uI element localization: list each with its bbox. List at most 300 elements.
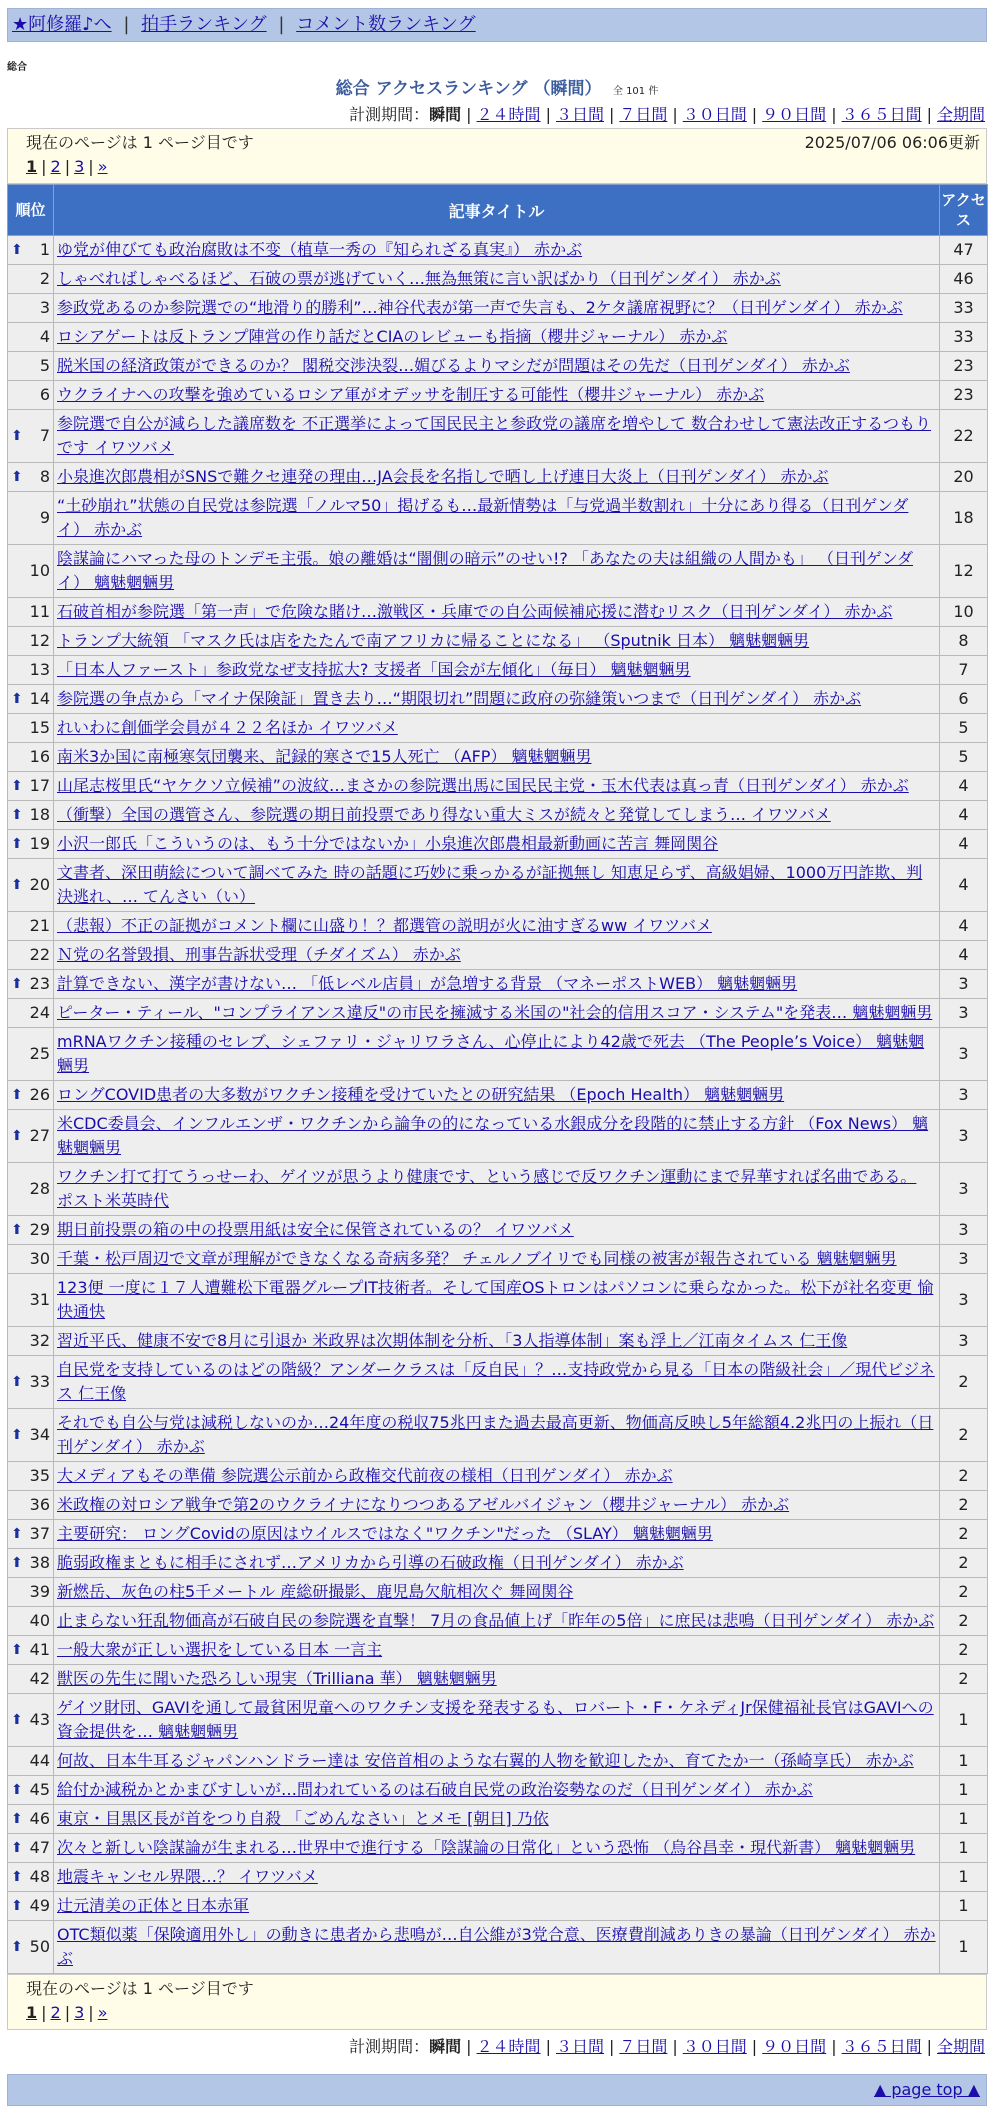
table-row [8,1747,988,1776]
title-cell [54,1356,940,1409]
access-count: 4 [940,912,988,941]
access-header: アクセス [940,185,988,236]
ranking-table [7,184,988,1974]
table-row [8,627,988,656]
article-link[interactable]: Ｎ党の名誉毀損、刑事告訴状受理（チダイズム） 赤かぶ [57,945,461,964]
rank-cell [8,1636,54,1665]
rank-cell [8,352,54,381]
title-cell [54,1245,940,1274]
title-cell [54,830,940,859]
title-cell [54,685,940,714]
article-link[interactable]: 習近平氏、健康不安で8月に引退か 米政界は次期体制を分析、「3人指導体制」案も浮上／江南タイムス 仁王像 [57,1331,848,1350]
access-count: 3 [940,1081,988,1110]
article-link[interactable]: ウクライナへの攻撃を強めているロシア軍がオデッサを制圧する可能性（櫻井ジャーナル） 赤かぶ [57,385,765,404]
rank-number: 11 [29,602,50,621]
access-count: 1 [940,1694,988,1747]
rank-cell [8,410,54,463]
rank-number: 47 [29,1838,50,1857]
rank-cell [8,1409,54,1462]
rank-number: 48 [29,1867,50,1886]
up-arrow-icon: ⬆ [11,1939,23,1955]
table-row [8,1636,988,1665]
page-link[interactable]: 2 [50,157,61,176]
comment-ranking-link[interactable]: コメント数ランキング [296,14,476,35]
title-cell [54,1520,940,1549]
title-cell [54,1636,940,1665]
period-separator: | [751,105,758,124]
access-count: 3 [940,1028,988,1081]
page-current: 1 [26,2003,38,2022]
rank-number: 9 [39,508,50,527]
page-separator: | [88,2003,94,2022]
home-link[interactable]: ★阿修羅♪へ [12,14,112,35]
period-current: 瞬間 [429,105,462,124]
page-links [26,155,980,179]
rank-cell [8,265,54,294]
access-count: 33 [940,323,988,352]
title-cell [54,1747,940,1776]
up-arrow-icon: ⬆ [11,1712,23,1728]
article-link[interactable]: れいわに創価学会員が４２２名ほか イワツバメ [57,718,398,737]
access-count: 2 [940,1607,988,1636]
article-link[interactable]: 大メディアもその準備 参院選公示前から政権交代前夜の様相（日刊ゲンダイ） 赤かぶ [57,1466,673,1485]
page-link[interactable]: » [97,2003,108,2022]
table-row [8,352,988,381]
rank-cell [8,1805,54,1834]
rank-number: 26 [29,1085,50,1104]
article-link[interactable]: OTC類似薬「保険適用外し」の動きに患者から悲鳴が…自公維が3党合意、医療費削減ありきの暴論（日刊ゲンダイ） 赤かぶ [57,1925,936,1968]
clap-ranking-link[interactable]: 拍手ランキング [141,14,267,35]
access-count: 23 [940,381,988,410]
title-cell [54,323,940,352]
access-count: 18 [940,492,988,545]
title-cell [54,1274,940,1327]
rank-number: 8 [39,467,50,486]
table-row [8,1216,988,1245]
period-label: 計測期間： [349,105,430,124]
table-row [8,1776,988,1805]
title-cell [54,1665,940,1694]
rank-cell [8,627,54,656]
title-cell [54,1028,940,1081]
table-row [8,1356,988,1409]
article-link[interactable]: 脆弱政権まともに相手にされず…アメリカから引導の石破政権（日刊ゲンダイ） 赤かぶ [57,1553,684,1572]
access-count: 4 [940,859,988,912]
up-arrow-icon: ⬆ [11,1087,23,1103]
article-link[interactable]: 東京・目黒区長が首をつり自殺 「ごめんなさい」とメモ [朝日] 乃依 [57,1809,549,1828]
period-link[interactable]: ３０日間 [682,2037,747,2056]
access-count: 3 [940,970,988,999]
period-link[interactable]: ３６５日間 [841,105,922,124]
title-cell [54,1694,940,1747]
up-arrow-icon: ⬆ [11,1869,23,1885]
rank-number: 43 [29,1710,50,1729]
title-cell [54,1163,940,1216]
rank-cell [8,1356,54,1409]
table-row [8,859,988,912]
title-cell [54,598,940,627]
page-link[interactable]: 3 [74,2003,85,2022]
rank-cell [8,1834,54,1863]
title-cell [54,801,940,830]
page-current: 1 [26,157,38,176]
table-row [8,941,988,970]
up-arrow-icon: ⬆ [11,1526,23,1542]
page-links [26,2001,980,2025]
table-row [8,236,988,265]
rank-header: 順位 [8,185,54,236]
title-cell [54,1110,940,1163]
article-link[interactable]: 地震キャンセル界隈…？ イワツバメ [57,1867,318,1886]
title-cell [54,1462,940,1491]
period-separator: | [545,2037,551,2056]
title-cell [54,1863,940,1892]
rank-cell [8,463,54,492]
access-count: 6 [940,685,988,714]
period-link[interactable]: ７日間 [619,2037,668,2056]
access-count: 8 [940,627,988,656]
period-separator: | [751,2037,758,2056]
rank-number: 6 [39,385,50,404]
rank-cell [8,1520,54,1549]
period-link[interactable]: ９０日間 [762,105,827,124]
page-top-link[interactable]: ▲ page top ▲ [873,2080,980,2099]
rank-cell [8,1462,54,1491]
period-separator: | [466,2037,472,2056]
rank-cell [8,1747,54,1776]
article-link[interactable]: 米CDC委員会、インフルエンザ・ワクチンから論争の的になっている水銀成分を段階的に禁止する方針 （Fox News） 魑魅魍魎男 [57,1114,929,1157]
up-arrow-icon: ⬆ [11,807,23,823]
rank-cell [8,1549,54,1578]
up-arrow-icon: ⬆ [11,836,23,852]
article-link[interactable]: トランプ大統領 「マスク氏は店をたたんで南アフリカに帰ることになる」 （Sputnik 日本） 魑魅魍魎男 [57,631,810,650]
page-link[interactable]: 3 [74,157,85,176]
period-separator: | [608,105,615,124]
access-count: 4 [940,941,988,970]
title-cell [54,1921,940,1974]
rank-number: 22 [29,945,50,964]
period-current: 瞬間 [429,2037,462,2056]
title-cell [54,912,940,941]
article-link[interactable]: 石破首相が参院選「第一声」で危険な賭け…激戦区・兵庫での自公両候補応援に潜むリスク（日刊ゲンダイ） 赤かぶ [57,602,893,621]
rank-number: 27 [29,1126,50,1145]
period-link[interactable]: 全期間 [936,2037,985,2056]
period-link[interactable]: ３日間 [555,105,604,124]
top-nav-bar [7,8,987,42]
access-count: 3 [940,1327,988,1356]
table-row [8,598,988,627]
rank-cell [8,1327,54,1356]
article-link[interactable]: ワクチン打て打てうっせーわ、ゲイツが思うより健康です、という感じで反ワクチン運動にまで昇華すれば名曲である。 ポスト米英時代 [57,1167,917,1210]
article-link[interactable]: 一般大衆が正しい選択をしている日本 一言主 [57,1640,383,1659]
table-row [8,1863,988,1892]
article-link[interactable]: （衝撃）全国の選管さん、参院選の期日前投票であり得ない重大ミスが続々と発覚してしまう… イワツバメ [57,805,831,824]
article-link[interactable]: 南米3か国に南極寒気団襲来、記録的寒さで15人死亡 （AFP） 魑魅魍魎男 [57,747,592,766]
article-link[interactable]: 給付か減税かとかまびすしいが…問われているのは石破自民党の政治姿勢なのだ（日刊ゲンダイ） 赤かぶ [57,1780,813,1799]
article-link[interactable]: 陰謀論にハマった母のトンデモ主張。娘の離婚は“闇側の暗示”のせい!? 「あなたの夫は組織の人間かも」 （日刊ゲンダイ） 魑魅魍魎男 [57,549,914,592]
table-row [8,1409,988,1462]
up-arrow-icon: ⬆ [11,1427,23,1443]
access-count: 5 [940,714,988,743]
title-cell [54,1607,940,1636]
bottom-bar [7,2074,987,2106]
up-arrow-icon: ⬆ [11,691,23,707]
up-arrow-icon: ⬆ [11,1128,23,1144]
period-link[interactable]: ３日間 [555,2037,604,2056]
rank-number: 39 [29,1582,50,1601]
title-cell [54,656,940,685]
rank-cell [8,656,54,685]
title-cell [54,545,940,598]
rank-number: 15 [29,718,50,737]
access-count: 33 [940,294,988,323]
article-link[interactable]: ロングCOVID患者の大多数がワクチン接種を受けていたとの研究結果 （Epoch Health） 魑魅魍魎男 [57,1085,785,1104]
page-separator: | [88,157,94,176]
article-link[interactable]: mRNAワクチン接種のセレブ、シェファリ・ジャリワラさん、心停止により42歳で死去 （The People’s Voice） 魑魅魍魎男 [57,1032,925,1075]
article-link[interactable]: 「日本人ファースト」参政党なぜ支持拡大? 支援者「国会が左傾化」（毎日） 魑魅魍魎男 [57,660,691,679]
page-separator: | [64,157,71,176]
rank-cell [8,685,54,714]
table-row [8,1081,988,1110]
up-arrow-icon: ⬆ [11,428,23,444]
table-row [8,492,988,545]
title-cell [54,714,940,743]
rank-number: 38 [29,1553,50,1572]
access-count: 3 [940,999,988,1028]
rank-cell [8,743,54,772]
rank-number: 16 [29,747,50,766]
table-row [8,1921,988,1974]
rank-number: 46 [29,1809,50,1828]
access-count: 3 [940,1216,988,1245]
table-row [8,294,988,323]
article-link[interactable]: 止まらない狂乱物価高が石破自民の参院選を直撃！ 7月の食品値上げ「昨年の5倍」に庶民は悲鳴（日刊ゲンダイ） 赤かぶ [57,1611,935,1630]
rank-cell [8,830,54,859]
access-count: 3 [940,1274,988,1327]
period-link[interactable]: ３０日間 [682,105,747,124]
article-link[interactable]: “土砂崩れ”状態の自民党は参院選「ノルマ50」掲げるも…最新情勢は「与党過半数割れ」十分にあり得る（日刊ゲンダイ） 赤かぶ [57,496,909,539]
rank-cell [8,1081,54,1110]
article-link[interactable]: 獣医の先生に聞いた恐ろしい現実（Trilliana 華） 魑魅魍魎男 [57,1669,497,1688]
article-link[interactable]: 文書者、深田萌絵について調べてみた 時の話題に巧妙に乗っかるが証拠無し 知恵足らず、高級娼婦、1000万円詐欺、判決逃れ、… てんさい（い） [57,863,923,906]
rank-number: 36 [29,1495,50,1514]
period-separator: | [672,105,678,124]
article-link[interactable]: 脱米国の経済政策ができるのか？ 閣税交渉決裂…媚びるよりマシだが問題はその先だ（日刊ゲンダイ） 赤かぶ [57,356,850,375]
article-link[interactable]: 米政権の対ロシア戦争で第2のウクライナになりつつあるアゼルバイジャン（櫻井ジャーナル） 赤かぶ [57,1495,790,1514]
period-label: 計測期間： [349,2037,430,2056]
table-row [8,1274,988,1327]
table-row [8,970,988,999]
period-separator: | [545,105,551,124]
title-cell [54,627,940,656]
rank-cell [8,912,54,941]
rank-number: 41 [29,1640,50,1659]
rank-cell [8,1028,54,1081]
page-separator: | [41,157,47,176]
rank-cell [8,1665,54,1694]
rank-number: 24 [29,1003,50,1022]
rank-number: 21 [29,916,50,935]
access-count: 1 [940,1921,988,1974]
pager [7,128,987,184]
title-cell [54,970,940,999]
up-arrow-icon: ⬆ [11,877,23,893]
rank-number: 45 [29,1780,50,1799]
rank-cell [8,999,54,1028]
title-cell [54,999,940,1028]
article-link[interactable]: それでも自公与党は減税しないのか…24年度の税収75兆円また過去最高更新、物価高反映し5年総額4.2兆円の上振れ（日刊ゲンダイ） 赤かぶ [57,1413,934,1456]
article-link[interactable]: ゲイツ財団、GAVIを通して最貧困児童へのワクチン支援を発表するも、ロバート・F・ケネディJr保健福祉長官はGAVIへの資金提供を… 魑魅魍魎男 [57,1698,934,1741]
period-separator: | [466,105,472,124]
title-cell [54,1805,940,1834]
rank-cell [8,294,54,323]
up-arrow-icon: ⬆ [11,1222,23,1238]
title-cell [54,492,940,545]
rank-number: 33 [29,1372,50,1391]
table-row [8,1549,988,1578]
article-link[interactable]: 期日前投票の箱の中の投票用紙は安全に保管されているの？ イワツバメ [57,1220,574,1239]
article-link[interactable]: しゃべればしゃべるほど、石破の票が逃げていく…無為無策に言い訳ばかり（日刊ゲンダイ） 赤かぶ [57,269,781,288]
title-cell [54,941,940,970]
rank-number: 29 [29,1220,50,1239]
period-separator: | [831,2037,837,2056]
article-link[interactable]: 何故、日本牛耳るジャパンハンドラー達は 安倍首相のような右翼的人物を歓迎したか、育てたか一（孫崎享氏） 赤かぶ [57,1751,914,1770]
rank-number: 23 [29,974,50,993]
rank-number: 4 [39,327,50,346]
title-cell [54,1776,940,1805]
access-count: 2 [940,1636,988,1665]
access-count: 12 [940,545,988,598]
category-tag: 総合 [7,62,27,73]
article-link[interactable]: 主要研究： ロングCovidの原因はウイルスではなく"ワクチン"だった （SLAY） 魑魅魍魎男 [57,1524,713,1543]
page-link[interactable]: » [97,157,108,176]
period-link[interactable]: ９０日間 [762,2037,827,2056]
table-row [8,410,988,463]
period-link[interactable]: ７日間 [619,105,668,124]
period-selector-bottom [7,2034,987,2060]
article-link[interactable]: 辻元清美の正体と日本赤軍 [57,1896,250,1915]
article-link[interactable]: 参院選で自公が減らした議席数を 不正選挙によって国民民主と参政党の議席を増やして 数合わせして憲法改正するつもりです イワツバメ [57,414,932,457]
rank-number: 32 [29,1331,50,1350]
article-link[interactable]: ピーター・ティール、"コンプライアンス違反"の市民を擁滅する米国の"社会的信用スコア・システム"を発表… 魑魅魍魎男 [57,1003,933,1022]
table-row [8,1462,988,1491]
title-cell [54,352,940,381]
rank-cell [8,859,54,912]
article-link[interactable]: 計算できない、漢字が書けない… 「低レベル店員」が急増する背景 （マネーポストWEB） 魑魅魍魎男 [57,974,798,993]
rank-cell [8,801,54,830]
access-count: 3 [940,1163,988,1216]
table-row [8,999,988,1028]
access-count: 1 [940,1805,988,1834]
period-separator: | [672,2037,678,2056]
article-link[interactable]: 次々と新しい陰謀論が生まれる…世界中で進行する「陰謀論の日常化」という恐怖 （烏谷昌幸・現代新書） 魑魅魍魎男 [57,1838,916,1857]
access-count: 1 [940,1834,988,1863]
article-link[interactable]: 山尾志桜里氏“ヤケクソ立候補”の波紋…まさかの参院選出馬に国民民主党・玉木代表は真っ青（日刊ゲンダイ） 赤かぶ [57,776,909,795]
article-link[interactable]: 123便 一度に１７人遭難松下電器グループIT技術者。そして国産OSトロンはパソコンに乗らなかった。松下が社名変更 愉快通快 [57,1278,934,1321]
rank-number: 14 [29,689,50,708]
title-cell [54,1491,940,1520]
period-link[interactable]: 全期間 [936,105,985,124]
rank-cell [8,1216,54,1245]
rank-cell [8,545,54,598]
rank-number: 3 [39,298,50,317]
article-link[interactable]: 参院選の争点から「マイナ保険証」置き去り…“期限切れ”問題に政府の弥縫策いつまで（日刊ゲンダイ） 赤かぶ [57,689,862,708]
access-count: 2 [940,1520,988,1549]
article-link[interactable]: 新燃岳、灰色の柱5千メートル 産総研撮影、鹿児島欠航相次ぐ 舞岡関谷 [57,1582,574,1601]
rank-number: 19 [29,834,50,853]
page-link[interactable]: 2 [50,2003,61,2022]
access-count: 22 [940,410,988,463]
period-separator: | [926,2037,932,2056]
rank-number: 40 [29,1611,50,1630]
table-row [8,1491,988,1520]
rank-cell [8,1863,54,1892]
article-link[interactable]: 自民党を支持しているのはどの階級？アンダークラスは「反自民」？…支持政党から見る「日本の階級社会」／現代ビジネス 仁王像 [57,1360,935,1403]
table-header-row [8,185,988,236]
title-cell [54,1892,940,1921]
rank-cell [8,1607,54,1636]
up-arrow-icon: ⬆ [11,778,23,794]
rank-number: 35 [29,1466,50,1485]
title-cell [54,1327,940,1356]
article-link[interactable]: 参政党あるのか参院選での“地滑り的勝利”…神谷代表が第一声で失言も、2ケタ議席視野に？（日刊ゲンダイ） 赤かぶ [57,298,903,317]
article-link[interactable]: 小沢一郎氏「こういうのは、もう十分ではないか」小泉進次郎農相最新動画に苦言 舞岡関谷 [57,834,719,853]
article-link[interactable]: ロシアゲートは反トランプ陣営の作り話だとCIAのレビューも指摘（櫻井ジャーナル） 赤かぶ [57,327,728,346]
page-separator: | [64,2003,71,2022]
access-count: 1 [940,1747,988,1776]
article-link[interactable]: （悲報）不正の証拠がコメント欄に山盛り！？都選管の説明が火に油すぎるww イワツバメ [57,916,712,935]
title-cell [54,859,940,912]
table-row [8,656,988,685]
access-count: 4 [940,772,988,801]
rank-cell [8,1921,54,1974]
rank-number: 2 [39,269,50,288]
table-row [8,463,988,492]
table-row [8,1163,988,1216]
rank-number: 44 [29,1751,50,1770]
article-link[interactable]: ゆ党が伸びても政治腐敗は不变（植草一秀の『知られざる真実』） 赤かぶ [57,240,583,259]
rank-number: 1 [39,240,50,259]
rank-cell [8,598,54,627]
rank-number: 28 [29,1179,50,1198]
up-arrow-icon: ⬆ [11,1642,23,1658]
period-link[interactable]: ２４時間 [476,105,541,124]
rank-cell [8,970,54,999]
access-count: 47 [940,236,988,265]
table-row [8,545,988,598]
table-row [8,381,988,410]
article-link[interactable]: 小泉進次郎農相がSNSで難クセ連発の理由…JA会長を名指しで晒し上げ連日大炎上（日刊ゲンダイ） 赤かぶ [57,467,829,486]
table-row [8,265,988,294]
ranking-heading [7,76,987,102]
up-arrow-icon: ⬆ [11,1811,23,1827]
rank-cell [8,1578,54,1607]
article-link[interactable]: 千葉・松戸周辺で文章が理解ができなくなる奇病多発？ チェルノブイリでも同様の被害が報告されている 魑魅魍魎男 [57,1249,897,1268]
table-row [8,1110,988,1163]
title-cell [54,265,940,294]
table-row [8,1327,988,1356]
table-row [8,772,988,801]
rank-cell [8,772,54,801]
access-count: 2 [940,1356,988,1409]
rank-number: 20 [29,875,50,894]
period-link[interactable]: ２４時間 [476,2037,541,2056]
rank-number: 7 [39,426,50,445]
access-count: 23 [940,352,988,381]
title-cell [54,1409,940,1462]
up-arrow-icon: ⬆ [11,1782,23,1798]
period-link[interactable]: ３６５日間 [841,2037,922,2056]
